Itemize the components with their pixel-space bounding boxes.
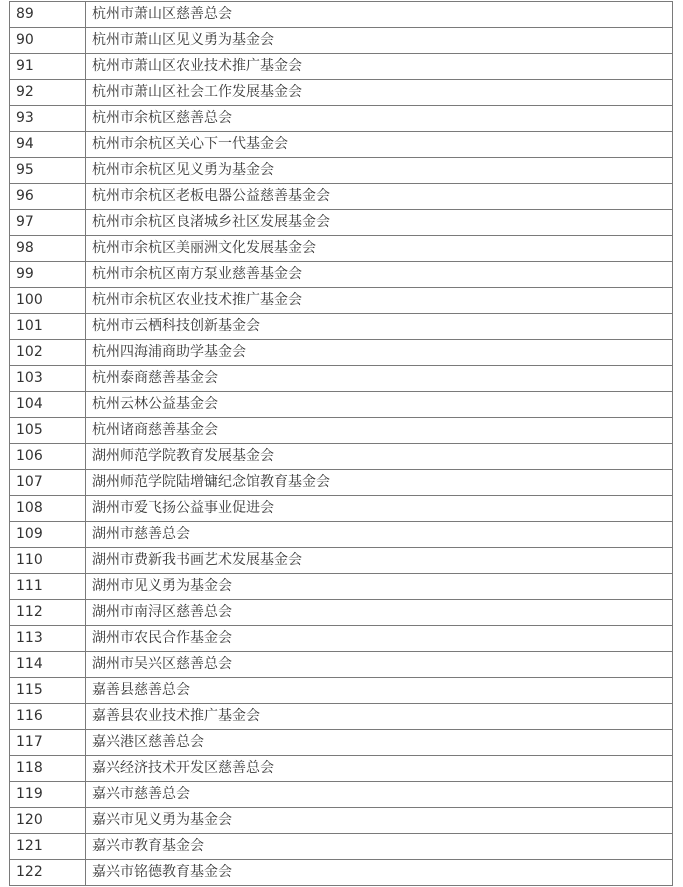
organization-name: 杭州市余杭区农业技术推广基金会 (86, 288, 673, 314)
table-row (10, 418, 673, 444)
row-number: 97 (10, 210, 86, 236)
organization-name: 杭州市萧山区社会工作发展基金会 (86, 80, 673, 106)
table-row (10, 522, 673, 548)
row-number: 109 (10, 522, 86, 548)
table-row (10, 808, 673, 834)
organization-name: 杭州市余杭区美丽洲文化发展基金会 (86, 236, 673, 262)
organization-name: 嘉兴市见义勇为基金会 (86, 808, 673, 834)
organization-name: 湖州市慈善总会 (86, 522, 673, 548)
organization-name: 杭州市萧山区农业技术推广基金会 (86, 54, 673, 80)
table-row (10, 340, 673, 366)
row-number: 112 (10, 600, 86, 626)
row-number: 111 (10, 574, 86, 600)
table-row (10, 210, 673, 236)
row-number: 102 (10, 340, 86, 366)
organization-name: 杭州市余杭区老板电器公益慈善基金会 (86, 184, 673, 210)
table-row (10, 600, 673, 626)
organization-table (9, 1, 673, 886)
organization-name: 杭州市余杭区关心下一代基金会 (86, 132, 673, 158)
table-body (10, 2, 673, 886)
organization-name: 湖州市吴兴区慈善总会 (86, 652, 673, 678)
organization-name: 嘉兴港区慈善总会 (86, 730, 673, 756)
table-row (10, 28, 673, 54)
table-row (10, 678, 673, 704)
organization-name: 杭州泰商慈善基金会 (86, 366, 673, 392)
organization-name: 湖州市爱飞扬公益事业促进会 (86, 496, 673, 522)
table-row (10, 730, 673, 756)
table-row (10, 756, 673, 782)
row-number: 119 (10, 782, 86, 808)
table-row (10, 236, 673, 262)
organization-name: 湖州师范学院陆增镛纪念馆教育基金会 (86, 470, 673, 496)
table-row (10, 444, 673, 470)
row-number: 122 (10, 860, 86, 886)
table-row (10, 314, 673, 340)
row-number: 103 (10, 366, 86, 392)
row-number: 96 (10, 184, 86, 210)
row-number: 104 (10, 392, 86, 418)
organization-name: 杭州四海浦商助学基金会 (86, 340, 673, 366)
table-row (10, 106, 673, 132)
organization-name: 湖州市南浔区慈善总会 (86, 600, 673, 626)
organization-name: 杭州市余杭区良渚城乡社区发展基金会 (86, 210, 673, 236)
table-row (10, 262, 673, 288)
table-row (10, 366, 673, 392)
table-row (10, 470, 673, 496)
organization-name: 杭州云林公益基金会 (86, 392, 673, 418)
table-row (10, 860, 673, 886)
row-number: 98 (10, 236, 86, 262)
table-row (10, 158, 673, 184)
row-number: 95 (10, 158, 86, 184)
row-number: 107 (10, 470, 86, 496)
organization-name: 杭州市余杭区慈善总会 (86, 106, 673, 132)
organization-name: 嘉兴市铭德教育基金会 (86, 860, 673, 886)
row-number: 113 (10, 626, 86, 652)
organization-name: 湖州师范学院教育发展基金会 (86, 444, 673, 470)
table-row (10, 834, 673, 860)
row-number: 120 (10, 808, 86, 834)
row-number: 92 (10, 80, 86, 106)
row-number: 118 (10, 756, 86, 782)
organization-name: 杭州市萧山区慈善总会 (86, 2, 673, 28)
organization-name: 杭州市余杭区南方泵业慈善基金会 (86, 262, 673, 288)
row-number: 106 (10, 444, 86, 470)
row-number: 114 (10, 652, 86, 678)
table-row (10, 132, 673, 158)
organization-name: 杭州市萧山区见义勇为基金会 (86, 28, 673, 54)
row-number: 115 (10, 678, 86, 704)
table-row (10, 496, 673, 522)
organization-name: 嘉善县慈善总会 (86, 678, 673, 704)
organization-name: 湖州市费新我书画艺术发展基金会 (86, 548, 673, 574)
row-number: 105 (10, 418, 86, 444)
table-row (10, 184, 673, 210)
table-row (10, 704, 673, 730)
row-number: 101 (10, 314, 86, 340)
row-number: 91 (10, 54, 86, 80)
organization-name: 湖州市见义勇为基金会 (86, 574, 673, 600)
organization-name: 湖州市农民合作基金会 (86, 626, 673, 652)
row-number: 94 (10, 132, 86, 158)
organization-name: 嘉兴经济技术开发区慈善总会 (86, 756, 673, 782)
organization-name: 嘉兴市教育基金会 (86, 834, 673, 860)
table-row (10, 392, 673, 418)
organization-name: 嘉兴市慈善总会 (86, 782, 673, 808)
row-number: 93 (10, 106, 86, 132)
organization-name: 嘉善县农业技术推广基金会 (86, 704, 673, 730)
organization-name: 杭州诸商慈善基金会 (86, 418, 673, 444)
row-number: 116 (10, 704, 86, 730)
organization-name: 杭州市云栖科技创新基金会 (86, 314, 673, 340)
table-row (10, 2, 673, 28)
row-number: 117 (10, 730, 86, 756)
row-number: 100 (10, 288, 86, 314)
organization-name: 杭州市余杭区见义勇为基金会 (86, 158, 673, 184)
row-number: 99 (10, 262, 86, 288)
table-row (10, 548, 673, 574)
table-row (10, 288, 673, 314)
table-row (10, 652, 673, 678)
row-number: 110 (10, 548, 86, 574)
row-number: 108 (10, 496, 86, 522)
row-number: 89 (10, 2, 86, 28)
table-row (10, 574, 673, 600)
table-row (10, 54, 673, 80)
row-number: 90 (10, 28, 86, 54)
row-number: 121 (10, 834, 86, 860)
table-row (10, 782, 673, 808)
table-row (10, 626, 673, 652)
table-row (10, 80, 673, 106)
